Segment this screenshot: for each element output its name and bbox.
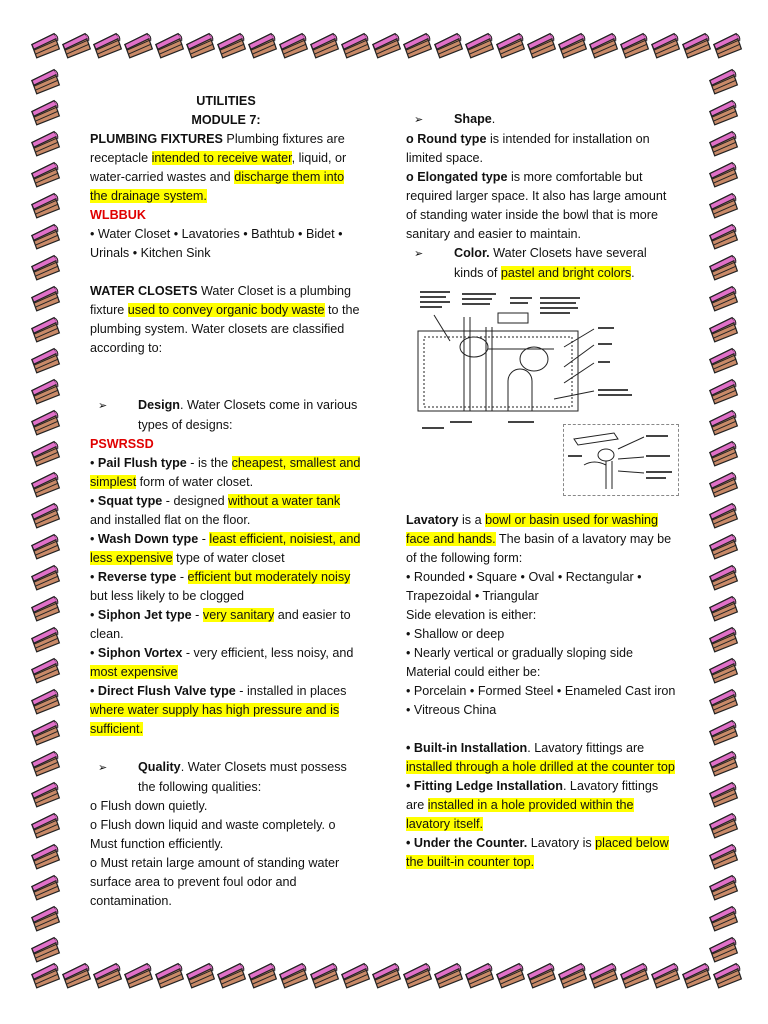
paragraph-text: to the plumbing system. Water closets are classified according to: [90,303,360,355]
cake-slice-icon [93,963,123,988]
cake-slice-icon [709,565,739,590]
highlight: placed below the built-in counter top. [406,836,669,869]
design-item [90,682,362,739]
installation-text: . Lavatory fittings are [406,779,659,812]
intro-text: Plumbing fixtures are receptacle [90,132,345,165]
design-type-name: Pail Flush type [97,456,187,470]
highlight: where water supply has high pressure and is sufficient. [90,703,340,736]
cake-slice-icon [217,963,247,988]
installation-item [406,834,678,872]
cake-slice-icon [31,379,61,404]
elongated-type [406,168,678,244]
cake-slice-icon [31,782,61,807]
design-text: and installed flat on the floor. [90,513,251,527]
cake-slice-icon [186,963,216,988]
cake-slice-icon [31,875,61,900]
arrow-bullet-icon: ➢ [98,400,108,412]
highlight: discharge them into the drainage system. [90,170,345,203]
design-item [90,606,362,644]
shape-label: Shape [454,112,492,126]
side-item: • Nearly vertical or gradually sloping side [406,646,634,660]
design-text: - installed in places [235,684,347,698]
cake-slice-icon [709,813,739,838]
material-item: • Porcelain • Formed Steel • Enameled Cast iron [406,684,676,698]
cake-slice-icon [589,963,619,988]
cake-slice-icon [709,348,739,373]
cake-slice-icon [31,193,61,218]
cake-slice-icon [709,534,739,559]
color-label: Color. [454,246,490,260]
design-text: - very efficient, less noisy, and [182,646,354,660]
paragraph-text: Water Closet is a plumbing fixture [90,284,352,317]
cake-slice-icon [709,162,739,187]
design-list [90,454,362,739]
cake-slice-icon [709,906,739,931]
cake-slice-icon [709,224,739,249]
cake-slice-icon [620,963,650,988]
cake-slice-icon [31,472,61,497]
cake-slice-icon [709,131,739,156]
intro-paragraph [90,130,362,206]
design-type-name: Siphon Vortex [97,646,183,660]
cake-slice-icon [709,751,739,776]
mnemonic: WLBBUK [90,208,146,222]
color-heading [406,244,678,283]
installation-label: • Built-in Installation [406,741,528,755]
highlight: pastel and bright colors [500,266,632,280]
flush-valve-diagram [563,424,679,496]
cake-slice-icon [496,33,526,58]
cake-slice-icon [155,963,185,988]
cake-slice-icon [709,69,739,94]
cake-slice-icon [31,503,61,528]
cake-slice-icon [709,782,739,807]
cake-slice-icon [217,33,247,58]
design-text: - designed [162,494,229,508]
cake-slice-icon [558,963,588,988]
cake-slice-icon [403,963,433,988]
cake-slice-icon [709,627,739,652]
cake-slice-icon [709,410,739,435]
highlight: intended to receive water [151,151,292,165]
design-text: • [90,684,98,698]
plumbing-fixtures-label: PLUMBING FIXTURES [90,132,223,146]
cake-slice-icon [434,33,464,58]
cake-slice-icon [713,963,743,988]
fixture-list: • Water Closet • Lavatories • Bathtub • Bidet • Urinals • Kitchen Sink [90,227,343,260]
design-text: • [90,494,98,508]
mnemonic: PSWRSSD [90,437,154,451]
water-closet-tank-diagram [414,287,676,439]
design-type-name: Direct Flush Valve type [97,684,236,698]
design-text: • [90,532,98,546]
paragraph-text: is a [458,513,486,527]
cake-slice-icon [527,963,557,988]
design-item [90,530,362,568]
round-type-label: o Round type [406,132,487,146]
cake-slice-icon [31,689,61,714]
highlight: installed in a hole provided within the lavatory itself. [406,798,634,831]
cake-slice-icon [31,565,61,590]
installation-text: . Lavatory fittings are [527,741,645,755]
cake-slice-icon [372,963,402,988]
design-heading [90,396,362,435]
design-text: - [198,532,210,546]
cake-slice-icon [709,255,739,280]
cake-slice-icon [709,720,739,745]
quality-text: . Water Closets must possess the following qualities: [138,760,347,794]
design-type-name: Squat type [97,494,163,508]
highlight: bowl or basin used for washing face and hands. [406,513,659,546]
cake-slice-icon [709,503,739,528]
cake-slice-icon [31,224,61,249]
material-label: Material could either be: [406,665,541,679]
cake-slice-icon [31,131,61,156]
cake-slice-icon [31,286,61,311]
cake-slice-icon [709,472,739,497]
design-text: but less likely to be clogged [90,589,245,603]
design-text: - is the [186,456,232,470]
installation-label: • Under the Counter. [406,836,528,850]
arrow-bullet-icon: ➢ [414,248,424,260]
lavatory-forms: • Rounded • Square • Oval • Rectangular • Trapezoidal • Triangular [406,570,642,603]
cake-slice-icon [31,410,61,435]
cake-slice-icon [589,33,619,58]
cake-slice-icon [31,844,61,869]
quality-label: Quality [138,760,181,774]
cake-slice-icon [93,33,123,58]
cake-slice-icon [682,33,712,58]
cake-slice-icon [31,751,61,776]
cake-slice-icon [709,689,739,714]
arrow-bullet-icon: ➢ [414,114,424,126]
cake-slice-icon [465,963,495,988]
cake-slice-icon [186,33,216,58]
cake-slice-icon [709,379,739,404]
cake-slice-icon [31,596,61,621]
water-closets-label: WATER CLOSETS [90,284,198,298]
cake-slice-icon [709,441,739,466]
shape-heading [406,110,678,130]
installation-text: Lavatory is [527,836,596,850]
color-text: . [631,266,635,280]
cake-slice-icon [31,441,61,466]
highlight: installed through a hole drilled at the counter top [406,760,675,774]
highlight: least efficient, noisiest, and less expensive [90,532,361,565]
design-item [90,454,362,492]
intro-text: , liquid, or water-carried wastes and [90,151,347,184]
page-title: UTILITIES [196,94,256,108]
arrow-bullet-icon: ➢ [98,762,108,774]
cake-slice-icon [465,33,495,58]
cake-slice-icon [279,963,309,988]
design-label: Design [138,398,180,412]
cake-slice-icon [558,33,588,58]
installation-label: • Fitting Ledge Installation [406,779,563,793]
design-item [90,492,362,530]
cake-slice-icon [31,627,61,652]
highlight: cheapest, smallest and simplest [90,456,361,489]
cake-slice-icon [124,33,154,58]
cake-slice-icon [31,162,61,187]
cake-slice-icon [713,33,743,58]
quality-item: o Flush down liquid and waste completely. o Must function efficiently. [90,818,336,851]
quality-item: o Flush down quietly. [90,799,208,813]
cake-slice-icon [124,963,154,988]
cake-slice-icon [434,963,464,988]
shape-text: . [491,112,496,126]
cake-slice-icon [341,33,371,58]
design-text: . Water Closets come in various types of designs: [138,398,358,432]
cake-slice-icon [31,534,61,559]
design-text: type of water closet [172,551,285,565]
paragraph-text: The basin of a lavatory may be of the following form: [406,532,672,565]
design-text: form of water closet. [136,475,254,489]
design-type-name: Wash Down type [97,532,199,546]
design-text: - [191,608,203,622]
cake-slice-icon [709,100,739,125]
design-text: - [176,570,188,584]
cake-slice-icon [620,33,650,58]
elongated-type-label: o Elongated type [406,170,508,184]
cake-slice-icon [341,963,371,988]
cake-slice-icon [709,317,739,342]
installation-item [406,739,678,777]
cake-slice-icon [709,937,739,962]
cake-slice-icon [372,33,402,58]
design-item [90,644,362,682]
cake-slice-icon [31,348,61,373]
module-label: MODULE 7: [191,113,261,127]
cake-slice-icon [682,963,712,988]
cake-slice-icon [62,33,92,58]
cake-slice-icon [310,33,340,58]
cake-slice-icon [31,658,61,683]
cake-slice-icon [651,963,681,988]
water-closets-paragraph [90,282,362,358]
design-text: • [90,570,98,584]
cake-slice-icon [31,33,61,58]
design-text: • [90,456,98,470]
cake-slice-icon [31,963,61,988]
installation-list [406,739,678,872]
cake-slice-icon [651,33,681,58]
cake-slice-icon [248,33,278,58]
round-type [406,130,678,168]
lavatory-label: Lavatory [406,513,459,527]
highlight: used to convey organic body waste [127,303,325,317]
cake-slice-icon [709,875,739,900]
lavatory-paragraph [406,511,678,568]
design-text: and easier to clean. [90,608,351,641]
cake-slice-icon [31,255,61,280]
round-type-text: is intended for installation on limited space. [406,132,650,165]
highlight: without a water tank [228,494,341,508]
cake-slice-icon [709,658,739,683]
cake-slice-icon [709,596,739,621]
cake-slice-icon [31,100,61,125]
side-item: • Shallow or deep [406,627,505,641]
material-item: • Vitreous China [406,703,497,717]
cake-slice-icon [527,33,557,58]
left-column [90,92,362,911]
cake-slice-icon [62,963,92,988]
highlight: very sanitary [202,608,275,622]
side-elevation-label: Side elevation is either: [406,608,537,622]
cake-slice-icon [31,317,61,342]
cake-slice-icon [709,286,739,311]
installation-item [406,777,678,834]
quality-heading [90,758,362,797]
cake-slice-icon [310,963,340,988]
cake-slice-icon [31,906,61,931]
cake-slice-icon [709,193,739,218]
design-text: • [90,608,98,622]
design-text: • [90,646,98,660]
highlight: efficient but moderately noisy [187,570,351,584]
elongated-type-text: is more comfortable but required larger space. It also has large amount of standing water inside the bowl that is more sanitary and easier to maintain. [406,170,667,241]
cake-slice-icon [31,813,61,838]
design-type-name: Reverse type [97,570,177,584]
design-item [90,568,362,606]
cake-slice-icon [248,963,278,988]
cake-slice-icon [31,720,61,745]
quality-item: o Must retain large amount of standing water surface area to prevent foul odor and contamination. [90,856,340,908]
cake-slice-icon [709,844,739,869]
design-type-name: Siphon Jet type [97,608,192,622]
cake-slice-icon [279,33,309,58]
color-text: Water Closets have several kinds of [454,246,647,280]
cake-slice-icon [31,69,61,94]
cake-slice-icon [496,963,526,988]
cake-slice-icon [31,937,61,962]
cake-slice-icon [155,33,185,58]
cake-slice-icon [403,33,433,58]
highlight: most expensive [90,665,178,679]
